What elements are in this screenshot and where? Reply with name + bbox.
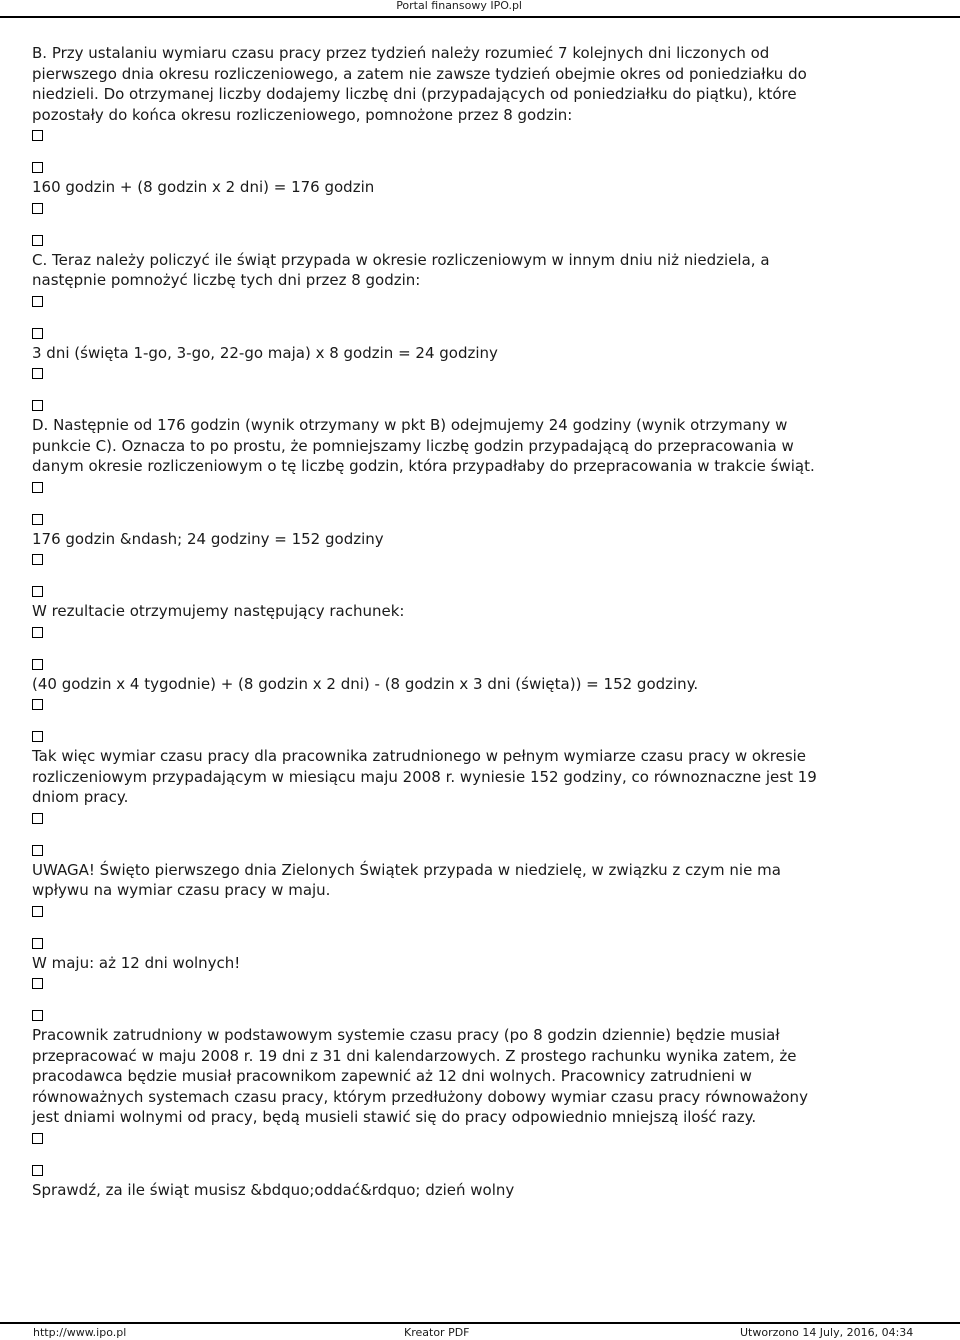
bullet-box-icon — [32, 235, 43, 246]
bullet-box-icon — [32, 368, 43, 379]
check-holidays-line: Sprawdź, za ile świąt musisz &bdquo;oddać&rdquo; dzień wolny — [32, 1180, 515, 1199]
summary-paragraph: Tak więc wymiar czasu pracy dla pracownika zatrudnionego w pełnym wymiarze czasu pracy w okresie rozliczeniowym przypadającym w miesiącu maju 2008 r. wyniesie 152 godziny, co równoznaczne jest 19 dniom pracy. — [32, 747, 817, 806]
bullet-box-icon — [32, 627, 43, 638]
result-intro: W rezultacie otrzymujemy następujący rachunek: — [32, 602, 405, 620]
free-days-line: W maju: aż 12 dni wolnych! — [32, 953, 241, 972]
bullet-box-icon — [32, 1165, 43, 1176]
bullet-box-icon — [32, 514, 43, 525]
document-body — [32, 43, 932, 1200]
bullet-box-icon — [32, 482, 43, 493]
calc-line-d: 176 godzin &ndash; 24 godziny = 152 godziny — [32, 529, 384, 548]
page-header — [0, 0, 960, 18]
bullet-box-icon — [32, 203, 43, 214]
bullet-box-icon — [32, 1133, 43, 1144]
bullet-box-icon — [32, 162, 43, 173]
result-formula: (40 godzin x 4 tygodnie) + (8 godzin x 2 dni) - (8 godzin x 3 dni (święta)) = 152 godziny. — [32, 674, 699, 693]
bullet-box-icon — [32, 554, 43, 565]
paragraph-d: D. Następnie od 176 godzin (wynik otrzymany w pkt B) odejmujemy 24 godziny (wynik otrzymany w punkcie C). Oznacza to po prostu, że pomniejszamy liczbę godzin przypadającą do przepracowania w danym okresie rozliczeniowym o tę liczbę godzin, która przypadłaby do przepracowania w trakcie świąt. — [32, 416, 815, 475]
employee-paragraph: Pracownik zatrudniony w podstawowym systemie czasu pracy (po 8 godzin dziennie) będzie musiał przepracować w maju 2008 r. 19 dni z 31 dni kalendarzowych. Z prostego rachunku wynika zatem, że pracodawca będzie musiał pracownikom zapewnić aż 12 dni wolnych. Pracownicy zatrudnieni w równoważnych systemach czasu pracy, którym przedłużony dobowy wymiar czasu pracy równoważony jest dniami wolnymi od pracy, będą musieli stawić się do pracy odpowiednio mniejszą ilość razy. — [32, 1026, 808, 1126]
bullet-box-icon — [32, 328, 43, 339]
paragraph-b: B. Przy ustalaniu wymiaru czasu pracy przez tydzień należy rozumieć 7 kolejnych dni liczonych od pierwszego dnia okresu rozliczeniowego, a zatem nie zawsze tydzień obejmie okres od poniedziałku do niedzieli. Do otrzymanej liczby dodajemy liczbę dni (przypadających od poniedziałku do piątku), które pozostały do końca okresu rozliczeniowego, pomnożone przez 8 godzin: — [32, 44, 807, 124]
bullet-box-icon — [32, 938, 43, 949]
bullet-box-icon — [32, 699, 43, 710]
bullet-box-icon — [32, 296, 43, 307]
bullet-box-icon — [32, 586, 43, 597]
footer-date: Utworzono 14 July, 2016, 04:34 — [740, 1326, 914, 1339]
bullet-box-icon — [32, 400, 43, 411]
bullet-box-icon — [32, 1010, 43, 1021]
bullet-box-icon — [32, 731, 43, 742]
paragraph-c: C. Teraz należy policzyć ile świąt przypada w okresie rozliczeniowym w innym dniu niż niedziela, a następnie pomnożyć liczbę tych dni przez 8 godzin: — [32, 250, 770, 289]
page-footer — [0, 1322, 960, 1340]
bullet-box-icon — [32, 978, 43, 989]
calc-line-b: 160 godzin + (8 godzin x 2 dni) = 176 godzin — [32, 178, 375, 196]
footer-creator: Kreator PDF — [404, 1326, 470, 1339]
warning-paragraph: UWAGA! Święto pierwszego dnia Zielonych Świątek przypada w niedzielę, w związku z czym nie ma wpływu na wymiar czasu pracy w maju. — [32, 860, 781, 899]
bullet-box-icon — [32, 813, 43, 824]
bullet-box-icon — [32, 659, 43, 670]
header-title: Portal finansowy IPO.pl — [396, 0, 522, 12]
bullet-box-icon — [32, 130, 43, 141]
bullet-box-icon — [32, 845, 43, 856]
footer-url: http://www.ipo.pl — [33, 1326, 127, 1339]
bullet-box-icon — [32, 906, 43, 917]
calc-line-c: 3 dni (święta 1-go, 3-go, 22-go maja) x 8 godzin = 24 godziny — [32, 343, 498, 362]
